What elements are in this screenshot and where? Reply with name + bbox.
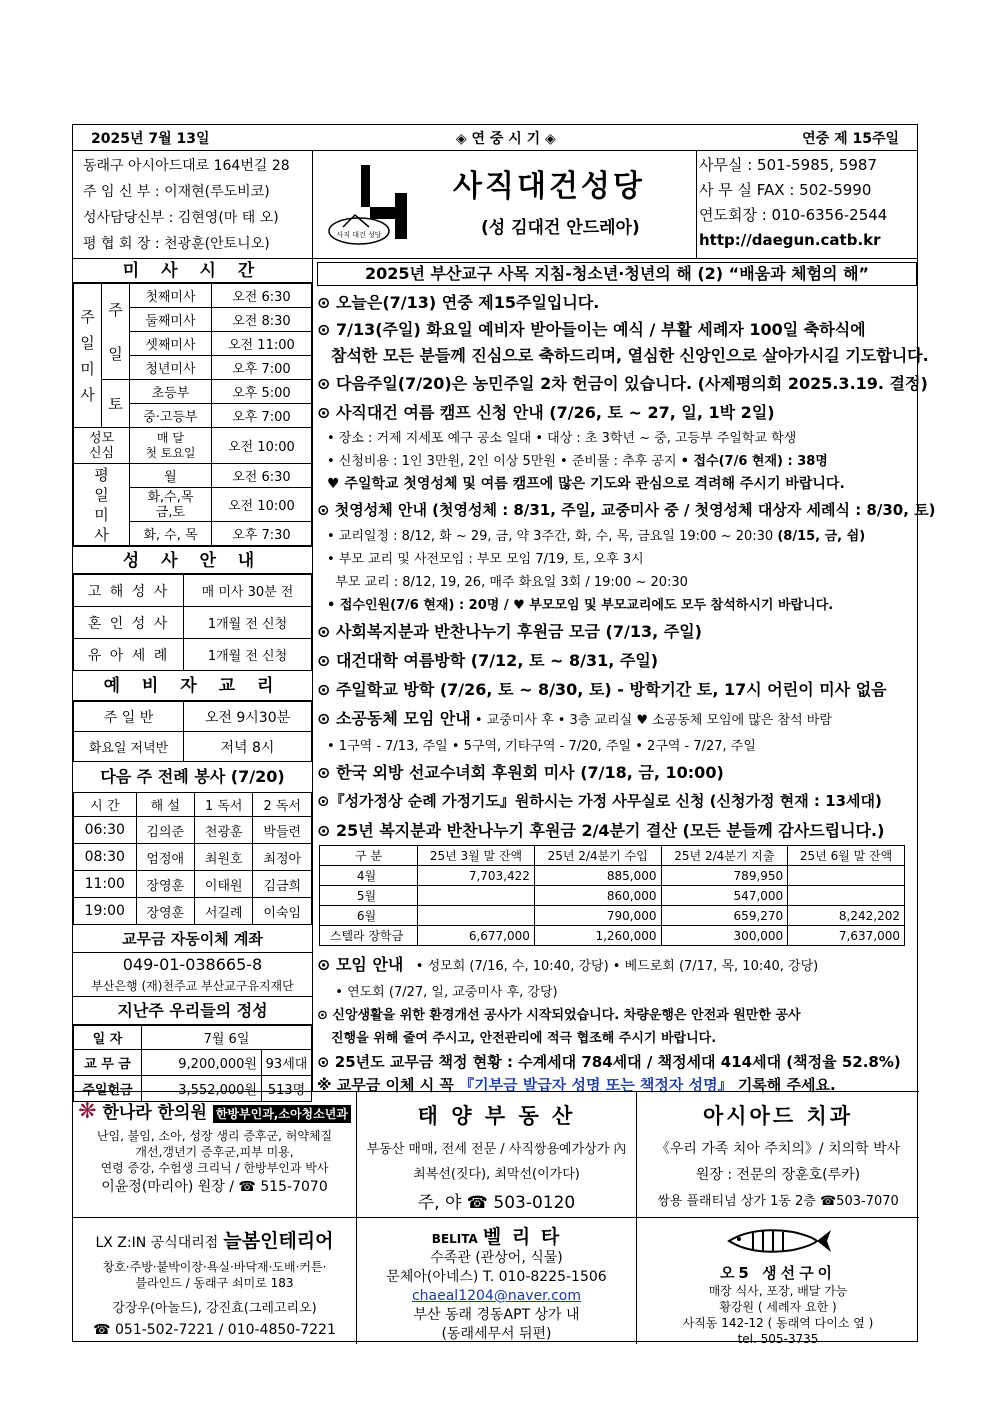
ministry-cell: 김금희 <box>253 871 312 898</box>
finance-cell: 790,000 <box>534 906 661 926</box>
offering-type: 주일헌금 <box>74 1076 142 1102</box>
ad-real-estate <box>357 1092 637 1218</box>
office-phone: 사무실 : 501-5985, 5987 <box>699 156 877 174</box>
announcement: ⊙ 모임 안내 • 성모회 (7/16, 수, 10:40, 강당) • 베드로회 (7/17, 목, 10:40, 강당) <box>317 955 819 974</box>
ministry-cell: 최원호 <box>195 844 253 871</box>
offering-count: 513명 <box>262 1076 312 1102</box>
weekday-mass-label: 평 일 미 사 <box>74 464 130 546</box>
offering-amount: 9,200,000원 <box>142 1050 262 1076</box>
ministry-cell: 김의준 <box>136 817 194 844</box>
announcement-detail: • 연도회 (7/27, 일, 교중미사 후, 강당) <box>327 985 558 1000</box>
ad-title-row <box>73 1098 356 1124</box>
ad-line: 주, 야 ☎ 503-0120 <box>417 1193 576 1213</box>
announcement: ⊙ 한국 외방 선교수녀회 후원회 미사 (7/18, 금, 10:00) <box>317 763 724 782</box>
mass-time: 오전 11:00 <box>211 332 311 356</box>
weekday-mass-time: 오후 7:30 <box>211 522 311 546</box>
announcement: ⊙ 오늘은(7/13) 연중 제15주일입니다. <box>317 293 600 312</box>
sunday-label: 주 일 <box>102 284 130 380</box>
ministry-header: 2 독서 <box>253 793 312 817</box>
heart-devotion-day: 매 달 첫 토요일 <box>130 428 212 464</box>
finance-cell: 860,000 <box>534 886 661 906</box>
finance-cell <box>788 866 905 886</box>
sacrament-info: 1개월 전 신청 <box>184 639 312 671</box>
ad-line: 매장 식사, 포장, 배달 가능 <box>708 1284 848 1298</box>
ad-dental <box>637 1092 919 1218</box>
catechism-title: 예 비 자 교 리 <box>73 671 312 701</box>
ad-line: 쌍용 플래티넘 상가 1동 2층 ☎503-7070 <box>657 1194 899 1209</box>
offering-date: 7월 6일 <box>142 1026 312 1050</box>
church-logo-icon <box>325 161 415 251</box>
ad-line: 원장 : 전문의 장훈호(루카) <box>695 1167 861 1183</box>
announcement: ⊙ 대건대학 여름방학 (7/12, 토 ~ 8/31, 주일) <box>317 651 659 670</box>
saturday-label: 토 <box>102 380 130 428</box>
announcement: ⊙ 첫영성체 안내 (첫영성체 : 8/31, 주일, 교중미사 중 / 첫영성체 대상자 세례식 : 8/30, 토) <box>317 501 936 519</box>
logo-text: 사직 대건 성당 <box>336 231 382 239</box>
contact-phone: 연도회장 : 010-6356-2544 <box>699 206 888 224</box>
announcement: ※ 교무금 이체 시 꼭 『기부금 발급자 성명 또는 책정자 성명』 기록해 주세요. <box>317 1076 836 1094</box>
weekday-mass-day: 화, 수, 목 <box>130 522 212 546</box>
announcement: 진행을 위해 줄여 주시고, 안전관리에 적극 협조해 주시기 바랍니다. <box>331 1031 717 1046</box>
ministry-cell: 엄정애 <box>136 844 194 871</box>
ministry-cell: 이숙임 <box>253 898 312 925</box>
offering-title: 지난주 우리들의 정성 <box>73 997 312 1025</box>
announcements <box>313 288 936 1096</box>
left-column <box>73 259 313 1098</box>
account-bank: 부산은행 (재)천주교 부산교구유지재단 <box>73 977 312 997</box>
ministry-title: 다음 주 전례 봉사 (7/20) <box>100 767 285 786</box>
sacrament-table <box>73 574 312 671</box>
finance-cell <box>788 886 905 906</box>
ministry-cell: 장영훈 <box>136 871 194 898</box>
finance-cell: 659,270 <box>661 906 788 926</box>
liturgical-season: ◈ 연 중 시 기 ◈ <box>455 130 556 147</box>
ad-line: tel. 505-3735 <box>737 1332 819 1344</box>
announcement-detail: 부모 교리 : 8/12, 19, 26, 매주 화요일 3회 / 19:00 ~ 20:30 <box>327 575 688 590</box>
announcement-detail: • 장소 : 거제 지세포 예구 공소 일대 • 대상 : 초 3학년 ~ 중, 고등부 주일학교 학생 <box>327 431 797 446</box>
mass-name: 둘째미사 <box>130 308 212 332</box>
ministry-header: 1 독서 <box>195 793 253 817</box>
announcement: ⊙ 주일학교 방학 (7/26, 토 ~ 8/30, 토) - 방학기간 토, 17시 어린이 미사 없음 <box>317 680 887 699</box>
announcement: ⊙ 7/13(주일) 화요일 예비자 받아들이는 예식 / 부활 세례자 100일 축하식에 <box>317 320 866 339</box>
weekday-mass-day: 월 <box>130 464 212 488</box>
ad-line: 문체아(아네스) T. 010-8225-1506 <box>386 1269 607 1285</box>
announcement: ⊙ 25년도 교무금 책정 현황 : 수계세대 784세대 / 책정세대 414세대 (책정율 52.8%) <box>317 1053 901 1071</box>
ad-line: 황강원 ( 세례자 요한 ) <box>719 1300 837 1314</box>
announcement-detail: • 1구역 - 7/13, 주일 • 5구역, 기타구역 - 7/20, 주일 • 2구역 - 7/27, 주일 <box>327 739 756 754</box>
bulletin-date: 2025년 7월 13일 <box>91 130 210 147</box>
liturgical-week: 연중 제 15주일 <box>802 130 899 147</box>
finance-cell: 4월 <box>320 866 418 886</box>
announcement-detail: ♥ 주일학교 첫영성체 및 여름 캠프에 많은 기도와 관심으로 격려해 주시기 바랍니다. <box>327 476 845 492</box>
announcement-detail: • 접수인원(7/6 현재) : 20명 / ♥ 부모모임 및 부모교리에도 모두 참석하시기 바랍니다. <box>327 598 834 613</box>
announcement: ⊙ 25년 복지분과 반찬나누기 후원금 2/4분기 결산 (모든 분들께 감사드립니다.) <box>317 821 885 840</box>
ministry-cell: 서길례 <box>195 898 253 925</box>
church-info <box>73 151 313 259</box>
mass-name: 중·고등부 <box>130 404 212 428</box>
ad-line: (동래세무서 뒤편) <box>441 1326 552 1342</box>
header <box>73 151 917 259</box>
announcement: ⊙『성가정상 순례 가정기도』원하시는 가정 사무실로 신청 (신청가정 현재 : 13세대) <box>317 792 882 810</box>
contact-info <box>697 151 919 259</box>
ad-line: 수족관 (관상어, 식물) <box>430 1250 563 1266</box>
finance-cell: 300,000 <box>661 926 788 946</box>
heart-devotion-label: 성모 신심 <box>74 428 130 464</box>
announcement-detail: • 교리일정 : 8/12, 화 ~ 29, 금, 약 3주간, 화, 수, 목, 금요일 19:00 ~ 20:30 (8/15, 금, 쉼) <box>327 529 866 544</box>
mass-name: 셋째미사 <box>130 332 212 356</box>
ministry-table <box>73 792 312 925</box>
advertisements <box>73 1091 919 1343</box>
ministry-cell: 박들련 <box>253 817 312 844</box>
ad-line: 창호·주방·붙박이장·욕실·바닥재·도배·커튼· <box>102 1260 327 1274</box>
mass-schedule-table <box>73 283 312 546</box>
right-column <box>313 259 936 1094</box>
mass-name: 청년미사 <box>130 356 212 380</box>
ad-fish-restaurant <box>637 1218 919 1344</box>
ad-line: 블라인드 / 동래구 쇠미로 183 <box>135 1276 294 1290</box>
ad-tag: 한방부인과,소아청소년과 <box>213 1105 351 1123</box>
finance-cell: 6월 <box>320 906 418 926</box>
finance-cell: 7,703,422 <box>418 866 535 886</box>
ministry-cell: 천광훈 <box>195 817 253 844</box>
ad-aquarium <box>357 1218 637 1344</box>
announcement: ⊙ 소공동체 모임 안내 • 교중미사 후 • 3층 교리실 ♥ 소공동체 모임에 많은 참석 바람 <box>317 709 832 728</box>
ministry-cell: 장영훈 <box>136 898 194 925</box>
fish-icon <box>723 1224 833 1258</box>
mass-time: 오전 6:30 <box>211 284 311 308</box>
ad-interior <box>73 1218 357 1344</box>
account-number: 049-01-038665-8 <box>122 955 263 974</box>
ad-line: 이윤정(마리아) 원장 / ☎ 515-7070 <box>101 1179 328 1195</box>
finance-header: 25년 2/4분기 지출 <box>661 846 788 866</box>
ministry-time: 19:00 <box>74 898 137 925</box>
finance-header: 25년 6월 말 잔액 <box>788 846 905 866</box>
announcement: ⊙ 사회복지분과 반찬나누기 후원금 모금 (7/13, 주일) <box>317 622 702 641</box>
ad-line: ☎ 051-502-7221 / 010-4850-7221 <box>93 1322 336 1338</box>
ad-oriental-clinic <box>73 1092 357 1218</box>
heart-devotion-time: 오전 10:00 <box>211 428 311 464</box>
ad-line: 사직동 142-12 ( 동래역 다이소 옆 ) <box>682 1316 874 1330</box>
weekday-mass-time: 오전 10:00 <box>211 488 311 522</box>
ministry-time: 08:30 <box>74 844 137 871</box>
catechism-time: 오전 9시30분 <box>184 702 312 732</box>
address: 동래구 아시아드대로 164번길 28 <box>83 158 290 174</box>
offering-amount: 3,552,000원 <box>142 1076 262 1102</box>
finance-header: 25년 2/4분기 수입 <box>534 846 661 866</box>
ad-line: 《우리 가족 치아 주치의》/ 치의학 박사 <box>655 1141 901 1157</box>
ministry-time: 06:30 <box>74 817 137 844</box>
ad-name: 오5 생선구이 <box>719 1264 837 1282</box>
sacrament-info: 매 미사 30분 전 <box>184 575 312 607</box>
sacrament-info: 1개월 전 신청 <box>184 607 312 639</box>
finance-cell <box>418 886 535 906</box>
catechism-class: 화요일 저녁반 <box>74 732 184 762</box>
ministry-cell: 최정아 <box>253 844 312 871</box>
ad-line: 부동산 매매, 전세 전문 / 사직쌍용예가상가 內 <box>366 1142 627 1157</box>
ad-name: 아시아드 치과 <box>702 1104 854 1128</box>
mass-name: 첫째미사 <box>130 284 212 308</box>
council-president: 평 협 회 장 : 천광훈(안토니오) <box>83 236 270 252</box>
finance-cell: 885,000 <box>534 866 661 886</box>
sacrament-name: 고 해 성 사 <box>74 575 184 607</box>
finance-cell: 1,260,000 <box>534 926 661 946</box>
website-link[interactable]: http://daegun.catb.kr <box>699 231 881 249</box>
ad-name: 태 양 부 동 산 <box>417 1104 576 1128</box>
assistant-pastor: 성사담당신부 : 김현영(마 태 오) <box>83 210 279 226</box>
announcement: ⊙ 사직대건 여름 캠프 신청 안내 (7/26, 토 ~ 27, 일, 1박 2일) <box>317 403 775 422</box>
finance-header: 25년 3월 말 잔액 <box>418 846 535 866</box>
finance-table <box>319 845 905 946</box>
ministry-header: 시 간 <box>74 793 137 817</box>
finance-cell: 547,000 <box>661 886 788 906</box>
finance-cell: 7,637,000 <box>788 926 905 946</box>
mass-title: 미 사 시 간 <box>73 259 312 283</box>
announcement: ⊙ 다음주일(7/20)은 농민주일 2차 헌금이 있습니다. (사제평의회 2025.3.19. 결정) <box>317 374 928 393</box>
church-patron: (성 김대건 안드레아) <box>481 218 640 238</box>
church-title-block <box>313 151 697 259</box>
catechism-class: 주 일 반 <box>74 702 184 732</box>
flower-icon: ❋ <box>78 1099 97 1124</box>
pastor: 주 임 신 부 : 이재현(루도비코) <box>83 184 270 200</box>
office-fax: 사 무 실 FAX : 502-5990 <box>699 181 872 199</box>
finance-header: 구 분 <box>320 846 418 866</box>
bulletin-page <box>72 124 936 1344</box>
finance-cell <box>418 906 535 926</box>
ministry-cell: 이태원 <box>195 871 253 898</box>
ministry-time: 11:00 <box>74 871 137 898</box>
mass-time: 오후 7:00 <box>211 404 311 428</box>
sacrament-name: 유 아 세 례 <box>74 639 184 671</box>
account-title: 교무금 자동이체 계좌 <box>73 925 312 953</box>
ad-name: 한나라 한의원 <box>102 1103 207 1123</box>
ad-email[interactable]: chaeal1204@naver.com <box>411 1288 582 1304</box>
sunday-mass-label: 주 일 미 사 <box>74 284 102 428</box>
finance-cell: 5월 <box>320 886 418 906</box>
finance-cell: 6,677,000 <box>418 926 535 946</box>
mass-time: 오후 5:00 <box>211 380 311 404</box>
announcement: ⊙ 신앙생활을 위한 환경개선 공사가 시작되었습니다. 차량운행은 안전과 원만한 공사 <box>317 1008 801 1023</box>
ad-line: 연령 증강, 수험생 크리닉 / 한방부인과 박사 <box>100 1161 329 1175</box>
finance-cell: 8,242,202 <box>788 906 905 926</box>
mass-time: 오전 8:30 <box>211 308 311 332</box>
offering-date-label: 일 자 <box>74 1026 142 1050</box>
announcement-detail: • 부모 교리 및 사전모임 : 부모 모임 7/19, 토, 오후 3시 <box>327 552 644 567</box>
ad-line: 강장우(아놀드), 강진효(그레고리오) <box>112 1301 317 1316</box>
ministry-header: 해 설 <box>136 793 194 817</box>
mass-time: 오후 7:00 <box>211 356 311 380</box>
announcement: 참석한 모든 분들께 진심으로 축하드리며, 열심한 신앙인으로 살아가시길 기도합니다. <box>331 346 929 365</box>
announcement-detail: • 신청비용 : 1인 3만원, 2인 이상 5만원 • 준비물 : 추후 공지 • 접수(7/6 현재) : 38명 <box>327 454 828 469</box>
ad-line: 최복선(짓다), 최막선(이가다) <box>413 1167 580 1182</box>
finance-cell: 스텔라 장학금 <box>320 926 418 946</box>
ad-title-row: BELITA 벨 리 타 <box>431 1226 562 1248</box>
sacrament-name: 혼 인 성 사 <box>74 607 184 639</box>
weekday-mass-time: 오전 6:30 <box>211 464 311 488</box>
ad-line: 부산 동래 경동APT 상가 내 <box>413 1307 580 1323</box>
sacrament-title: 성 사 안 내 <box>73 546 312 574</box>
ad-title-row: LX Z:IN 공식대리점 늘봄인테리어 <box>95 1230 334 1252</box>
church-name: 사직대건성당 <box>453 169 645 204</box>
mass-name: 초등부 <box>130 380 212 404</box>
top-bar <box>73 125 917 151</box>
weekday-mass-day: 화,수,목 금,토 <box>130 488 212 522</box>
catechism-table <box>73 701 312 762</box>
catechism-time: 저녁 8시 <box>184 732 312 762</box>
offering-count: 93세대 <box>262 1050 312 1076</box>
ad-line: 개선,갱년기 증후군,피부 미용, <box>135 1145 294 1159</box>
ad-line: 난임, 불임, 소아, 성장 생리 증후군, 허약체질 <box>96 1129 333 1143</box>
pastoral-headline: 2025년 부산교구 사목 지침-청소년·청년의 해 (2) “배움과 체험의 해” <box>317 262 917 286</box>
finance-cell: 789,950 <box>661 866 788 886</box>
offering-type: 교 무 금 <box>74 1050 142 1076</box>
